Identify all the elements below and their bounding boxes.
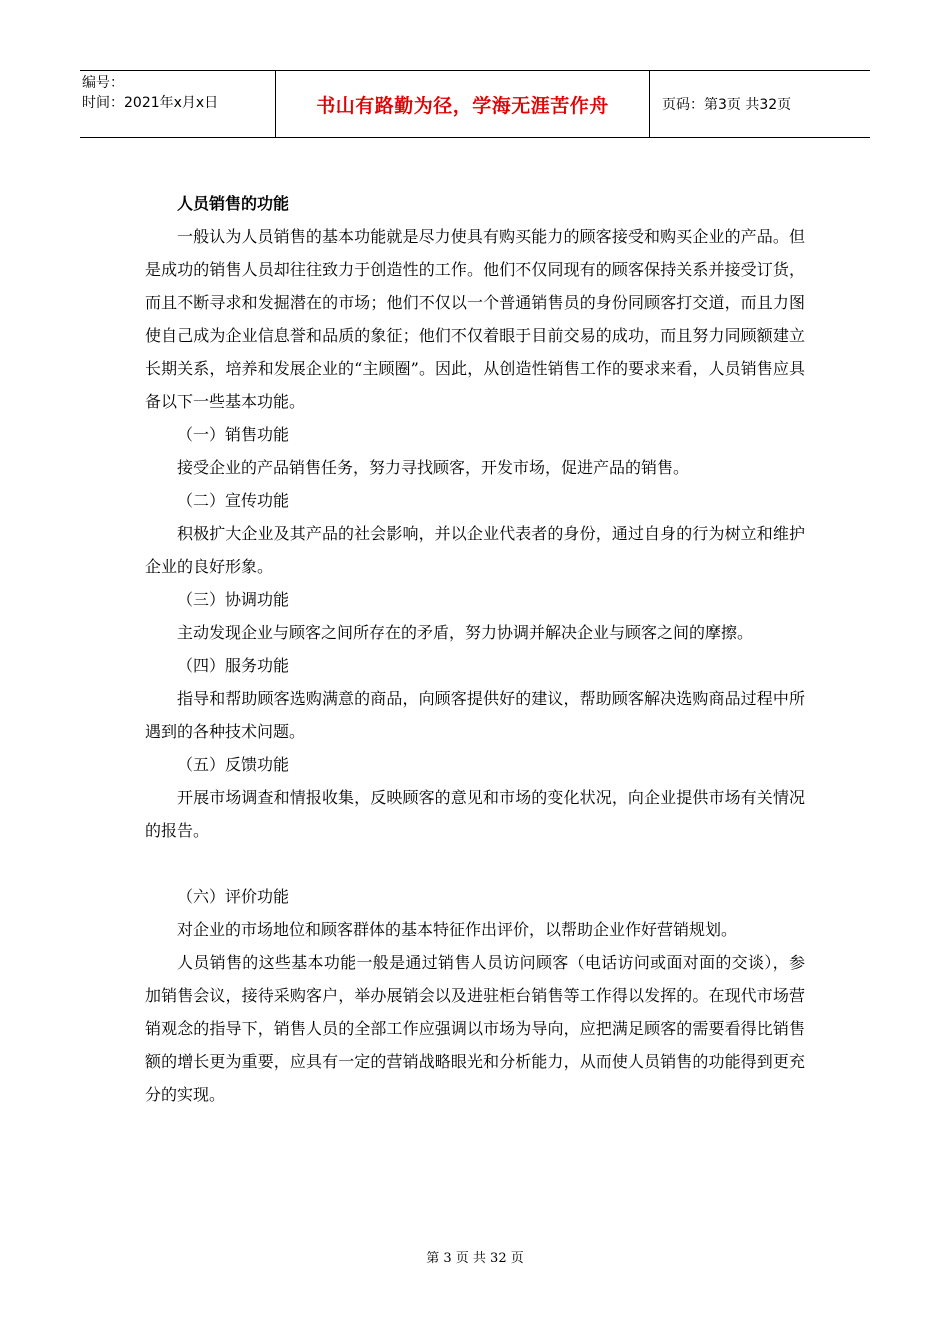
- page-header: [80, 70, 870, 138]
- header-page-info: 页码：第3页 共32页: [662, 97, 792, 113]
- subsection-heading: （二）宣传功能: [177, 491, 290, 510]
- subsection-paragraph: 指导和帮助顾客选购满意的商品，向顾客提供好的建议，帮助顾客解决选购商品过程中所遇到的各种技术问题。: [145, 689, 805, 741]
- subsection-heading: （三）协调功能: [177, 590, 290, 609]
- subsection-heading: （六）评价功能: [177, 887, 290, 906]
- intro-paragraph: 一般认为人员销售的基本功能就是尽力使具有购买能力的顾客接受和购买企业的产品。但是成功的销售人员却往往致力于创造性的工作。他们不仅同现有的顾客保持关系并接受订货，而且不断寻求和发掘潜在的市场；他们不仅以一个普通销售员的身份同顾客打交道，而且力图使自己成为企业信息誉和品质的象征；他们不仅着眼于目前交易的成功，而且努力同顾额建立长期关系，培养和发展企业的“主顾圈”。因此，从创造性销售工作的要求来看，人员销售应具备以下一些基本功能。: [145, 227, 805, 411]
- subsection-heading: （四）服务功能: [177, 656, 290, 675]
- conclusion-paragraph: 人员销售的这些基本功能一般是通过销售人员访问顾客（电话访问或面对面的交谈），参加销售会议，接待采购客户，举办展销会以及进驻柜台销售等工作得以发挥的。在现代市场营销观念的指导下，销售人员的全部工作应强调以市场为导向，应把满足顾客的需要看得比销售额的增长更为重要，应具有一定的营销战略眼光和分析能力，从而使人员销售的功能得到更充分的实现。: [145, 953, 805, 1104]
- section-title: 人员销售的功能: [177, 194, 290, 213]
- subsection-heading: （一）销售功能: [177, 425, 290, 444]
- subsection-paragraph: 对企业的市场地位和顾客群体的基本特征作出评价，以帮助企业作好营销规划。: [177, 920, 738, 939]
- document-body: [145, 187, 805, 1111]
- subsection-paragraph: 开展市场调查和情报收集，反映顾客的意见和市场的变化状况，向企业提供市场有关情况的报告。: [145, 788, 805, 840]
- header-meta: [80, 71, 276, 137]
- subsection-heading: （五）反馈功能: [177, 755, 290, 774]
- paragraph-spacer: [145, 847, 805, 880]
- page-footer: 第 3 页 共 32 页: [426, 1251, 524, 1266]
- document-time-label: 时间：2021年x月x日: [82, 95, 219, 111]
- header-motto: 书山有路勤为径，学海无涯苦作舟: [276, 71, 650, 137]
- document-number-label: 编号：: [82, 75, 124, 91]
- subsection-paragraph: 主动发现企业与顾客之间所存在的矛盾，努力协调并解决企业与顾客之间的摩擦。: [177, 623, 754, 642]
- subsection-paragraph: 积极扩大企业及其产品的社会影响，并以企业代表者的身份，通过自身的行为树立和维护企业的良好形象。: [145, 524, 805, 576]
- subsection-paragraph: 接受企业的产品销售任务，努力寻找顾客，开发市场，促进产品的销售。: [177, 458, 690, 477]
